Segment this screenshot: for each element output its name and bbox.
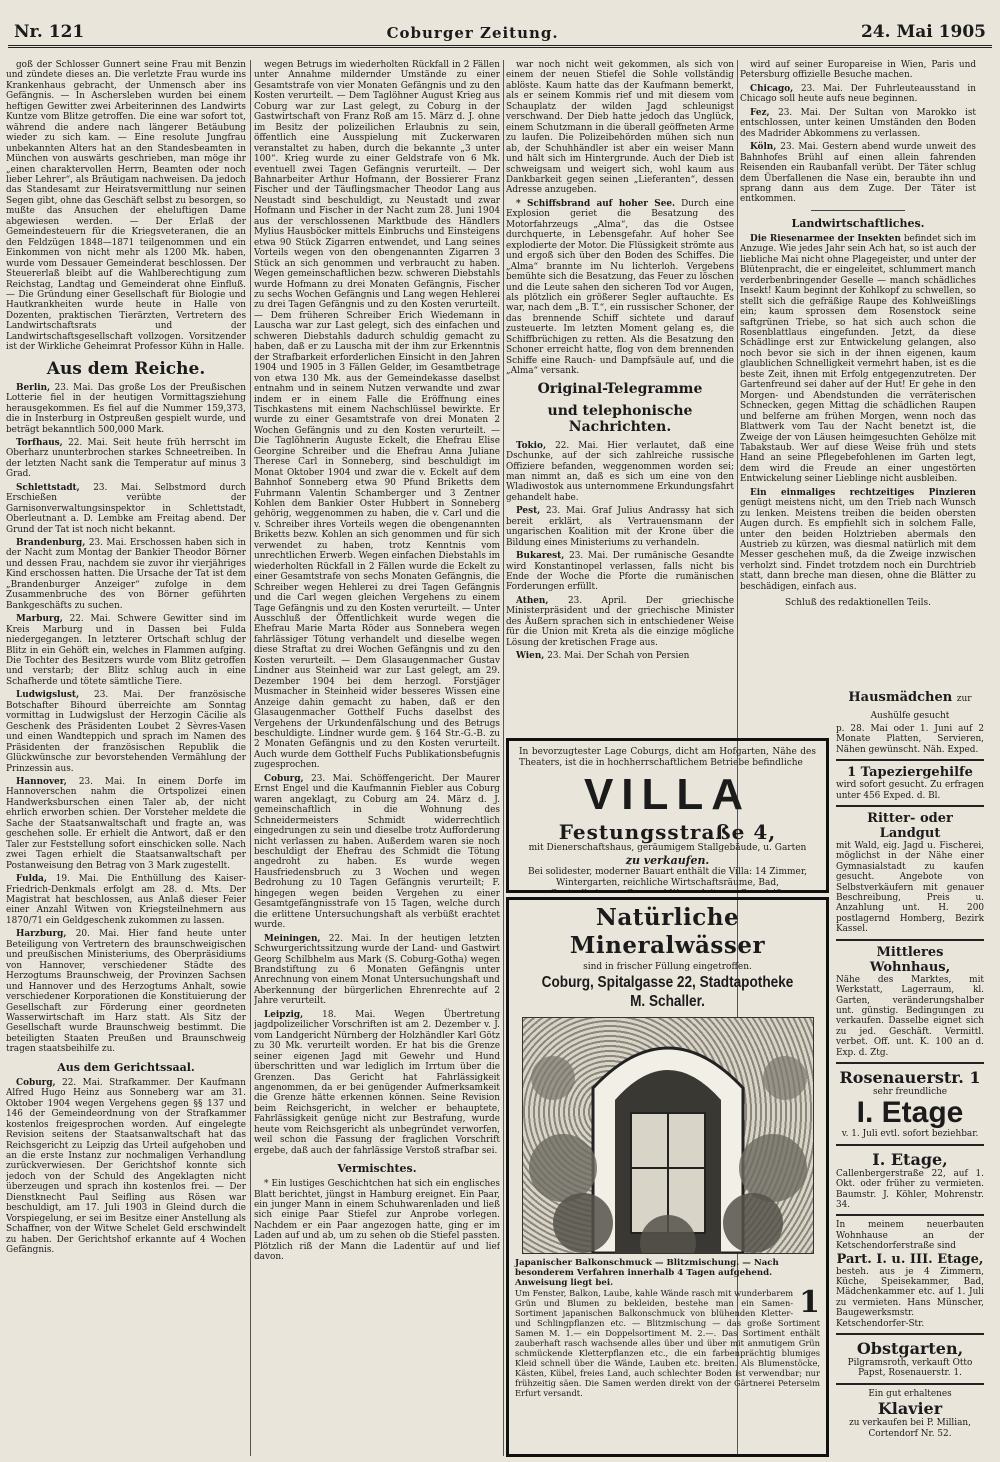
telegram-item: Athen, 23. April. Der griechische Ministerpräsident und der griechische Minister des Äußern sprachen sich in entschiedener Weise für die Union mit Kreta als die einzige mögliche Lösung der kretischen Frage aus. — [506, 595, 734, 648]
mineral-caption: Japanischer Balkonschmuck — Blitzmischung. — Nach besonderem Verfahren innerhalb 4 Tagen aufgehend. Anweisung liegt bei. — [515, 1258, 779, 1288]
classified-ad — [836, 1064, 984, 1146]
column-rule — [250, 60, 251, 1456]
ad-text: wird sofort gesucht. Zu erfragen unter 456 Exped. d. Bl. — [836, 780, 984, 801]
telegram-item: Chicago, 23. Mai. Der Fuhrleuteausstand in Chicago soll heute aufs neue beginnen. — [740, 83, 976, 105]
telegram-item: Fez, 23. Mai. Der Sultan von Marokko ist entschlossen, unter keinen Umständen den Boden des Madrider Abkommens zu verlassen. — [740, 107, 976, 139]
ad-text: Nähe des Marktes, mit Werkstatt, Lagerraum, kl. Garten, veränderungshalber unt. günstig. Bedingungen zu verkaufen. Dasselbe eignet sich zu jed. Geschäft. Vermittl. verbet. Off. unt. K. 100 an d. Exp. d. Ztg. — [836, 974, 984, 1058]
column-1 — [6, 60, 246, 1456]
ad-note: sehr freundliche — [872, 1086, 948, 1097]
ad-title: Klavier — [877, 1399, 943, 1419]
balcony-flower-illustration — [522, 1017, 814, 1254]
mineral-subtitle: sind in frischer Füllung eingetroffen. — [583, 962, 752, 972]
villa-sale-note: zu verkaufen. — [625, 854, 710, 867]
news-item: Leipzig, 18. Mai. Wegen Übertretung jagdpolizeilicher Vorschriften ist am 2. Dezember v. J. vom Landgericht Nürnberg der Holzhändler Karl Götz zu 30 Mk. verurteilt worden. Er hat bis die Grenze seiner eigenen Jagd mit Gewehr und Hund überschritten und war lediglich im Irrtum über die Grenzen. Das Gericht hat Fahrlässigkeit angenommen, da er bei genügender Aufmerksamkeit die Grenze hätte erkennen können. Seine Revision beim Reichsgericht, in welcher er behauptete, Fahrlässigkeit genüge nicht zur Bestrafung, wurde heute vom Reichsgericht als unbegründet verworfen, weil schon die Fassung der fraglichen Vorschrift ergebe, daß auch der fahrlässige Verstoß strafbar sei. — [254, 1009, 500, 1156]
column-3 — [506, 60, 734, 732]
ad-text: Pilgramsroth, verkauft Otto Papst, Rosenauerstr. 1. — [847, 1358, 973, 1379]
column-rule — [503, 60, 504, 1456]
ad-title: Obstgarten, — [856, 1339, 964, 1359]
newspaper-title: Coburger Zeitung. — [386, 24, 559, 42]
article-paragraph: war noch nicht weit gekommen, als sich von einem der neuen Stiefel die Sohle vollständig ablöste. Kaum hatte das der Kaufmann bemerkt, als er seinem Kommis rief und mit diesem vom Schauplatz der wilden Jagd schleunigst verschwand. Der Dieb hatte jedoch das Unglück, einem Schutzmann in die überall geöffneten Arme zu laufen. Die Polizeibehörden mühen sich nun ab, der Schuhhändler ist aber ein weiser Mann und hält sich im Hintergrunde. Auch der Dieb ist schweigsam und weigert sich, wohl kaum aus Dankbarkeit gegen seinen „Lieferanten“, dessen Adresse anzugeben. — [506, 60, 734, 196]
section-heading-telegramme: Original-Telegramme — [537, 380, 703, 397]
ad-title: Mittleres Wohnhaus, — [869, 944, 951, 975]
issue-number: Nr. 121 — [14, 22, 85, 42]
article-paragraph: * Ein lustiges Geschichtchen hat sich ein englisches Blatt berichtet, jüngst in Hamburg ereignet. Ein Paar, ein junger Mann in einem Schuhwarenladen und ließ sich einige Paar Stiefel zur Anprobe vorlegen. Nachdem er ein Paar angezogen hatte, ging er im Laden auf und ab, um zu sehen ob die Stiefel passten. Plötzlich riß der Mann die Ladentür auf und lief davon. — [254, 1179, 500, 1263]
news-item: Ludwigslust, 23. Mai. Der französische Botschafter Bihourd überreichte am Sonntag vormittag in Ludwigslust der Herzogin Cäcilie als Geschenk des Präsidenten Loubet 2 Sèvres-Vasen und einen Wandteppich und sprach im Namen des Präsidenten der französischen Republik die Glückwünsche zur bevorstehenden Vermählung der Prinzessin aus. — [6, 690, 246, 774]
end-of-editorial-note: Schluß des redaktionellen Teils. — [785, 598, 931, 609]
article-paragraph: goß der Schlosser Gunnert seine Frau mit Benzin und zündete dieses an. Die verletzte Frau wurde ins Krankenhaus gebracht, der Unmensch aber ins Gefängnis. — In Aschersleben wurden bei einem heftigen Gewitter zwei Arbeiterinnen des Landwirts Kuntze vom Blitze getroffen. Die eine war sofort tot, während die andere nach längerer Betäubung wieder zu sich kam. — Eine resolute Jungfrau unbekannten Alters hat an den Standesbeamten in München von auswärts geschrieben, man möge ihr „einen charaktervollen Herrn, Beamten oder noch lieber Lehrer“, als Bräutigam nachweisen. Da jedoch das Standesamt zur Heiratsvermittlung nur seinen Segen gibt, ohne das Geschäft selbst zu besorgen, so mußte das Ansuchen der eheluftigen Dame abgewiesen werden. — Der Erlaß der Gemeindesteuern für die Kriegsveteranen, die an den Feldzügen 1848—1871 teilgenommen und ein Einkommen von nicht mehr als 1200 Mk. haben, wurde vom Dessauer Gemeinderat beschlossen. Der Steuererlaß bleibt auf die Wahlberechtigung zum Reichstag, Landtag und Gemeinderat ohne Einfluß. — Die Gründung einer Gesellschaft für Biologie und Hautkrankheiten wurde heute in Halle von Dozenten, praktischen Tierärzten, Vertretern des Landwirtschaftsrats und der Landwirtschaftsgesellschaft vollzogen. Vorsitzender ist der Wirkliche Geheimrat Professor Kühn in Halle. — [6, 60, 246, 353]
ad-text: mit Wald, eig. Jagd u. Fischerei, möglichst in der Nähe einer Gymnasialstadt zu kaufen gesucht. Angebote von Selbstverkäufern mit genauer Beschreibung, Preis u. Anzahlung unt. H. 200 postlagernd Homberg, Bezirk Kassel. — [836, 841, 984, 935]
ad-note: Ein gut erhaltenes — [868, 1388, 952, 1399]
telegram-item: Köln, 23. Mai. Gestern abend wurde unweit des Bahnhofes Brühl auf einen allein fahrenden Reisenden ein Raubanfall verübt. Der Täter schlug dem Überfallenen die Nase ein, beraubte ihn und sprang dann aus dem Zuge. Der Täter ist entkommen. — [740, 142, 976, 205]
masthead — [8, 22, 992, 48]
ad-text: zu verkaufen bei P. Millian, Cortendorf Nr. 52. — [849, 1418, 971, 1439]
classified-ad — [836, 1146, 984, 1217]
news-item: Schlettstadt, 23. Mai. Selbstmord durch Erschießen verübte der Garnisonverwaltungsinspektor in Schlettstadt, Oberleutnant a. D. Lembke am Freitag abend. Der Grund der Tat ist noch nicht bekannt. — [6, 482, 246, 535]
classified-ads — [836, 686, 984, 1443]
classified-ad — [836, 1216, 984, 1335]
ad-text: p. 28. Mai oder 1. Juni auf 2 Monate Platten, Servieren, Nähen gewünscht. Näh. Exped. — [836, 724, 984, 755]
section-heading-gericht: Aus dem Gerichtssaal. — [57, 1060, 195, 1074]
news-item: Hannover, 23. Mai. In einem Dorfe im Hannoverschen nahm die Ortspolizei einen Handwerksburschen einen Taler ab, der nicht ehrlich erworben schien. Der Vorsteher meldete die Sache der Staatsanwaltschaft und fragte an, was geschehen solle. Er erhielt die Antwort, daß er den Taler zur Feststellung sofort einschicken solle. Nach zwei Tagen erhielt die Staatsanwaltschaft per Postanweisung den Betrag von 3 Mark zugestellt. — [6, 777, 246, 871]
villa-subtitle: mit Dienerschaftshaus, geräumigem Stallgebäude, u. Garten — [528, 843, 807, 853]
ad-title: Ritter- oder Landgut — [867, 811, 953, 842]
classified-ad — [836, 686, 984, 761]
news-item: Harzburg, 20. Mai. Hier fand heute unter Beteiligung von Vertretern des braunschweigischen und preußischen Ministeriums, des Oberpräsidiums von Hannover, verschiedener Städte des Herzogtums Braunschweig, der Provinzen Sachsen und Hannover und des Herzogtums Anhalt, sowie verschiedener Korporationen die Konstituierung der Gesellschaft zur Förderung einer geordneten Wasserwirtschaft im Harz statt. Als Sitz der Gesellschaft wurde Braunschweig bestimmt. Die beteiligten Staaten Preußen und Braunschweig tragen staatsbeihilfe zu. — [6, 929, 246, 1055]
mineral-title: Natürliche Mineralwässer — [569, 904, 766, 959]
telegram-item: Bukarest, 23. Mai. Der rumänische Gesandte wird Konstantinopel verlassen, falls nicht bis Ende der Woche die Pforte die rumänischen Forderungen erfüllt. — [506, 551, 734, 593]
article-item: Die Riesenarmee der Insekten befindet sich im Anzuge. Wie jedes Jahr sein Ach hat, so ist auch der liebliche Mai nicht ohne Plagegeister, und unter der Blütenpracht, die er eingeleitet, schlummert manch verderbenbringender Geselle — manch schädliches Insekt! Kaum beginnt der Kohlkopf zu schwellen, so stellt sich die gefräßige Raupe des Kohlweißlings ein; kaum sprossen dem Rosenstock seine saftgrünen Triebe, so hat sich auch schon die Rosenblattlaus eingefunden. Jetzt, da diese Schädlinge erst zur Entwickelung gelangen, also noch bevor sie sich in der ihnen eigenen, kaum glaublichen Schnelligkeit vermehrt haben, ist es die beste Zeit, ihnen mit Erfolg entgegenzutreten. Der Gartenfreund sei daher auf der Hut! Er gehe in den Morgen- und Abendstunden die verräterischen Schnecken, gegen Mittag die schädlichen Raupen und belferne am frühen Morgen, wenn noch das Blattwerk vom Tau der Nacht benetzt ist, die Zweige der von Läusen heimgesuchten Gehölze mit Tabakstaub. Wer auf diese Weise früh und stets Hand an seine Pflegebefohlenen im Garten legt, dem wird die Freude an einer ungestörten Entwickelung seiner Lieblinge nicht ausbleiben. — [740, 233, 976, 485]
villa-details: Bei solidester, moderner Bauart enthält die Villa: 14 Zimmer, Wintergarten, reichliche Wirtschaftsräume, Bad, — [527, 867, 808, 888]
price-figure: 1 — [799, 1285, 820, 1320]
telegram-item: Pest, 23. Mai. Graf Julius Andrassy hat sich bereit erklärt, als Vertrauensmann der ungarischen Koalition mit der Krone über die Bildung eines Ministeriums zu verhandeln. — [506, 506, 734, 548]
section-subheading-telegramme: und telephonische Nachrichten. — [547, 402, 693, 435]
article-item: Ein einmaliges rechtzeitiges Pinzieren genügt meistens nicht, um den Trieb nach Wunsch zu lenken. Meistens treiben die beiden obersten Augen durch. Es empfiehlt sich in solchem Falle, unter den beiden Holztrieben abermals den Austrieb zu kürzen, was diesmal natürlich mit dem Messer geschehen muß, da die Zweige inzwischen verholzt sind. Findet trotzdem noch ein Durchtrieb statt, dann breche man diesen, ohne die Blätter zu beschädigen, einfach aus. — [740, 487, 976, 592]
ad-text: v. 1. Juli evtl. sofort beziehbar. — [841, 1129, 979, 1140]
mineral-location: Coburg, Spitalgasse 22, Stadtapotheke M. Schaller. — [541, 974, 794, 1010]
news-item: Marburg, 22. Mai. Schwere Gewitter sind im Kreis Marburg und in Dassen bei Fulda niedergegangen. In letzterer Ortschaft schlug der Blitz in ein Gehöft ein, welches in Flammen aufging. Die Tochter des Besitzers wurde vom Blitz getroffen und verstarb; der Blitz schlug auch in eine Schafherde und tötete sämtliche Tiere. — [6, 614, 246, 687]
news-item: Coburg, 22. Mai. Strafkammer. Der Kaufmann Alfred Hugo Heinz aus Sonneberg war am 31. Oktober 1904 wegen Vergehens gegen §§ 137 und 146 der Gemeindeordnung von der Strafkammer kostenlos freigesprochen worden. Auf eingelegte Revision seitens der Staatsanwaltschaft hat das Reichsgericht zu Leipzig das Urteil aufgehoben und an die erste Instanz zur nochmaligen Verhandlung zurückverwiesen. Der Gerichtshof konnte sich jedoch von der Schuld des Angeklagten nicht überzeugen und sprach ihn kostenlos frei. — Der Dienstknecht Paul Seifling aus Rösen war beschuldigt, am 17. Juli 1903 in Gleind durch die Vorspiegelung, er sei im Besitze einer Anstellung als Schaffner, von der Witwe Schelet Geld erschwindelt zu haben. Der Gerichtshof erkannte auf 4 Wochen Gefängnis. — [6, 1077, 246, 1256]
news-item: Coburg, 23. Mai. Schöffengericht. Der Maurer Ernst Engel und die Kaufmannin Fiebler aus Coburg waren angeklagt, zu Coburg am 24. März d. J. gemeinschaftlich in die Wohnung des Schneidermeisters Schmidt widerrechtlich eingedrungen zu sein und dieselbe trotz Aufforderung nicht verlassen zu haben. Außerdem waren sie noch beschuldigt der Ehefrau des Schmidt die Tötung angedroht zu haben. Es wurde wegen Hausfriedensbruch zu 3 Wochen und wegen Bedrohung zu 10 Tagen Gefängnis verurteilt; F. hingegen wegen beiden Vergehen zu einer Gesamtgefängnisstrafe von 15 Tagen, welche durch die erlittene Untersuchungshaft als verbüßt erachtet wurde. — [254, 773, 500, 931]
balcony-illustration-svg — [523, 1018, 813, 1253]
classified-ad — [836, 1385, 984, 1443]
villa-intro: In bevorzugtester Lage Coburgs, dicht am Hofgarten, Nähe des Theaters, ist die in hochherrschaftlichem Betriebe befindliche — [519, 747, 816, 768]
classified-ad — [836, 941, 984, 1064]
villa-street: Festungsstraße 4, — [558, 820, 777, 844]
telegram-item: Wien, 23. Mai. Der Schah von Persien — [516, 651, 690, 662]
villa-title: VILLA — [583, 770, 752, 819]
news-item: Meiningen, 22. Mai. In der heutigen letzten Schwurgerichtssitzung wurde der Land- und Gastwirt Georg Schilbhelm aus Mark (S. Coburg-Gotha) wegen Brandstiftung zu 6 Monaten Gefängnis unter Anrechnung von einem Monat Untersuchungshaft und Aberkennung der bürgerlichen Ehrenrechte auf 2 Jahre verurteilt. — [254, 933, 500, 1007]
ad-big-title: I. Etage — [856, 1096, 964, 1130]
classified-ad — [836, 807, 984, 941]
ad-title: 1 Tapeziergehilfe — [847, 765, 973, 781]
article-paragraph: wird auf seiner Europareise in Wien, Paris und Petersburg offizielle Besuche machen. — [740, 60, 976, 81]
mineral-body: 1 Um Fenster, Balkon, Laube, kahle Wände rasch mit wunderbarem Grün und Blumen zu bekleiden, bestehe man ein Samen-Sortiment japanischen Balkonschmuck von blühenden Kletter- und Schlingpflanzen etc. — Blitzmischung — das große Sortiment Samen M. 1.— ein Doppelsortiment M. 2.—. Das Sortiment enthält zauberhaft rasch wachsende alles über und über mit anmutigem Grün schmückende Kletterpflanzen etc., die ein farbenprächtig blumiges Kleid schnell über die Wände, Lauben etc. breiten. Als Blumenstöcke, Kästen, Kübel, freies Land, auch schlechter Boden ist verwendbar; nur frühzeitig säen. Die Samen werden direkt von der Gärtnerei Peterseim Erfurt versandt. — [515, 1285, 820, 1398]
ad-title: Hausmädchen zur Aushülfe gesucht — [848, 690, 972, 721]
divider — [811, 210, 905, 211]
article-paragraph: wegen Betrugs im wiederholten Rückfall in 2 Fällen unter Annahme mildernder Umstände zu einer Gesamtstrafe von vier Monaten Gefängnis und zu den Kosten verurteilt. — Dem Taglöhner August Krieg aus Coburg war zur Last gelegt, zu Coburg in der Gastwirtschaft von Franz Roß am 15. März d. J. ohne im Besitz der polizeilichen Erlaubnis zu sein, öffentlich eine Ausspielung mit Zuckerwaren veranstaltet zu haben, durch die bekannte „3 unter 100“. Krieg wurde zu einer Geldstrafe von 6 Mk. eventuell zwei Tagen Gefängnis verurteilt. — Der Bahnarbeiter Arthur Hofmann, der Bossierer Franz Fischer und der Täuflingsmacher Theodor Lang aus Neustadt sind beschuldigt, zu Neustadt und zwar Hofmann und Fischer in der Nacht zum 28. Juni 1904 aus der verschlossenen Marktbude des Händlers Mylius Hausböcker mittels Einbruchs und Einsteigens etwa 90 Stück Zigarren entwendet, und Lang seines Vorteils wegen von den obengenannten Zigarren 3 Stück an sich genommen und verbraucht zu haben. Wegen gemeinschaftlichen bezw. schweren Diebstahls wurde Hofmann zu drei Monaten Gefängnis, Fischer zu sechs Wochen Gefängnis und Lang wegen Hehlerei zu drei Tagen Gefängnis und zu den Kosten verurteilt. — Dem früheren Schreiber Erich Wiedemann in Lauscha war zur Last gelegt, sich des einfachen und schweren Diebstahls dadurch schuldig gemacht zu haben, daß er zu Lauscha mit der ihm zur Erkenntnis der Strafbarkeit erforderlichen Einsicht in den Jahren 1904 und 1905 in 3 Fällen Gelder, im Gesamtbetrage von etwa 130 Mk. aus der Gemeindekasse daselbst entnahm und in seinem Nutzen verwandte und zwar indem er in einem Falle die Eröffnung eines Tischkastens mit einem Nachschlüssel bewirkte. Er wurde zu einer Gesamtstrafe von drei Monaten 2 Wochen Gefängnis und zu den Kosten verurteilt. — Die Taglöhnerin Auguste Eckelt, die Ehefrau Elise Georgine Schreiber und die Ehefrau Anna Juliane Therese Carl in Sonneberg, sind beschuldigt im Monat Oktober 1904 und zwar die v. Eckelt auf dem Bahnhof Sonneberg etwa 90 Pfund Briketts dem Fuhrmann Valentin Schamberger und 3 Zentner Kohlen dem Bankier Oster Hubbert in Sonneberg gehörig, weggenommen zu haben, die v. Carl und die v. Schreiber ihres Vorteils wegen die obengenannten Briketts bezw. Kohlen an sich genommen und für sich verwendet zu haben, trotz Kenntnis vom unrechtlichen Erwerb. Wegen einfachen Diebstahls im wiederholten Rückfall in 2 Fällen wurde die Eckelt zu einer Gesamtstrafe von sechs Monaten Gefängnis, die Schreiber wegen Hehlerei zu drei Tagen Gefängnis und die Carl wegen gleichen Vergehens zu einem Tage Gefängnis und zu den Kosten verurteilt. — Unter Ausschluß der Öffentlichkeit wurde wegen die Ehefrau Marie Marta Röder aus Sonnebera wegen fahrlässiger Tötung verhandelt und dieselbe wegen diese Straftat zu drei Wochen Gefängnis und zu den Kosten verurteilt. — Dem Glasaugenmacher Gustav Lindner aus Steinheid war zur Last gelegt, am 29. Dezember 1904 bei dem herzogl. Forstjäger Musmacher in Steinheid wider besseres Wissen eine Anzeige dahin gemacht zu haben, daß er den Glasaugenmacher Gotthelf Fuchs daselbst des Vergehens der Urkundenfälschung und des Betrugs beschuldigte. Lindner wurde gem. § 164 Str.-G.-B. zu 2 Monaten Gefängnis und zu den Kosten verurteilt. Auch wurde dem Gotthelf Fuchs Publikationsbefugnis zugesprochen. — [254, 60, 500, 771]
ad-text: In meinem neuerbauten Wohnhause an der Ketschendorferstraße sind — [836, 1220, 984, 1252]
section-heading-landwirtschaft: Landwirtschaftliches. — [791, 216, 925, 230]
telegram-item: Tokio, 22. Mai. Hier verlautet, daß eine Dschunke, auf der sich zahlreiche russische Offiziere befanden, weggenommen worden sei; man nimmt an, daß es sich um eine von den Wladiwostok aus unternommene Erkundungsfahrt gehandelt habe. — [506, 440, 734, 503]
ad-title: Rosenauerstr. 1 — [839, 1067, 981, 1087]
column-4 — [740, 60, 976, 682]
ad-big-title: Part. I. u. III. Etage, — [836, 1251, 984, 1267]
classified-ad — [836, 761, 984, 807]
news-item: Brandenburg, 23. Mai. Erschossen haben sich in der Nacht zum Montag der Bankier Theodor Börner und dessen Frau, nachdem sie zuvor ihr vierjähriges Kind erschossen hatten. Die Ursache der Tat ist dem „Brandenburger Anzeiger“ zufolge in dem Zusammenbruche des von Börner geführten Bankgeschäfts zu suchen. — [6, 538, 246, 611]
mineral-water-advertisement — [506, 897, 829, 1457]
issue-date: 24. Mai 1905 — [860, 22, 986, 42]
classified-ad — [836, 1335, 984, 1385]
news-item: Berlin, 23. Mai. Das große Los der Preußischen Lotterie fiel in der heutigen Vormittagsziehung herausgekommen. Es fiel auf die Nummer 159,373, die in Insterburg in Ostpreußen gespielt wurde, und beträgt bekanntlich 500,000 Mark. — [6, 382, 246, 435]
villa-advertisement — [506, 738, 829, 893]
news-item: Torfhaus, 22. Mai. Seit heute früh herrscht im Oberharz ununterbrochen starkes Schneetreiben. In der letzten Nacht sank die Temperatur auf minus 3 Grad. — [6, 437, 246, 480]
section-heading-reich: Aus dem Reiche. — [46, 358, 206, 379]
news-item: * Schiffsbrand auf hoher See. Durch eine Explosion geriet die Besatzung des Motorfahrzeugs „Alma“, das die Ostsee durchquerte, in Lebensgefahr. Auf hoher See explodierte der Motor. Die Flüssigkeit strömte aus und ergoß sich über den Boden des Schiffes. Die „Alma“ brannte im Nu lichterloh. Vergebens bemühte sich die Besatzung, das Feuer zu löschen und die Leute sahen den sicheren Tod vor Augen, als plötzlich ein größerer Segler auftauchte. Es war, nach dem „B. T.“, ein russischer Schoner, der das brennende Schiff sichtete und darauf zusteuerte. Im letzten Moment gelang es, die Schiffbrüchigen zu retten. Als die Besatzung den Schoner erreicht hatte, flog von dem brennenden Schiffe eine Rauch- und Dampfsäule auf, und die „Alma“ versank. — [506, 198, 734, 377]
ad-title: I. Etage, — [872, 1149, 948, 1169]
news-item: Fulda, 19. Mai. Die Enthüllung des Kaiser-Friedrich-Denkmals erfolgt am 28. d. Mts. Der Magistrat hat beschlossen, aus Anlaß dieser Feier einer Anzahl Witwen von Kriegsteilnehmern aus 1870/71 ein Geldgeschenk zukommen zu lassen. — [6, 874, 246, 926]
section-heading-vermischtes: Vermischtes. — [337, 1162, 417, 1176]
column-2 — [254, 60, 500, 1456]
ad-text: Callenbergerstraße 22, auf 1. Okt. oder früher zu vermieten. Baumstr. J. Köhler, Mohrenstr. 34. — [836, 1168, 984, 1210]
ad-text: besteh. aus je 4 Zimmern, Küche, Speisekammer, Bad, Mädchenkammer etc. auf 1. Juli zu vermieten. Hans Münscher, Baugewerksmstr. Ketschendorfer-Str. — [836, 1266, 984, 1329]
